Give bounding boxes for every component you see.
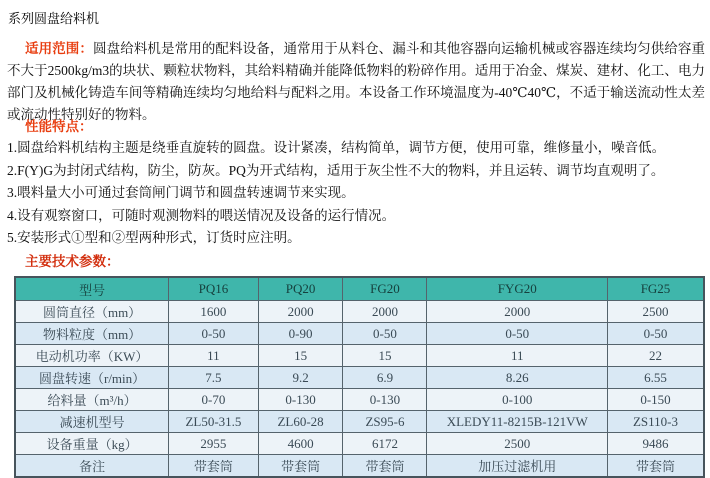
table-row xyxy=(15,367,704,389)
table-header-PQ20: PQ20 xyxy=(258,277,343,301)
table-cell: 7.5 xyxy=(169,367,259,389)
table-cell: 加压过滤机用 xyxy=(427,455,608,478)
table-cell: 0-50 xyxy=(427,323,608,345)
table-cell: 0-50 xyxy=(169,323,259,345)
table-cell: 2000 xyxy=(343,301,427,323)
features-heading: 性能特点： xyxy=(25,119,93,134)
table-cell: ZS110-3 xyxy=(608,411,705,433)
technical-parameters-table xyxy=(14,276,705,478)
table-cell: 2500 xyxy=(427,433,608,455)
row-label: 给料量（m³/h） xyxy=(15,389,169,411)
params-heading: 主要技术参数： xyxy=(25,254,120,269)
table-row xyxy=(15,455,704,478)
row-label: 设备重量（kg） xyxy=(15,433,169,455)
table-cell: 11 xyxy=(169,345,259,367)
table-row xyxy=(15,323,704,345)
row-label: 减速机型号 xyxy=(15,411,169,433)
table-header-row xyxy=(15,277,704,301)
table-row xyxy=(15,389,704,411)
table-cell: 0-50 xyxy=(343,323,427,345)
table-cell: 8.26 xyxy=(427,367,608,389)
row-label: 备注 xyxy=(15,455,169,478)
scope-paragraph xyxy=(7,38,705,126)
table-cell: 9.2 xyxy=(258,367,343,389)
row-label: 圆筒直径（mm） xyxy=(15,301,169,323)
scope-body-text: 圆盘给料机是常用的配料设备，通常用于从料仓、漏斗和其他容器向运输机械或容器连续均匀供给容重不大于2500kg/m3的块状、颗粒状物料，其给料精确并能降低物料的粉碎作用。适用于冶金、煤炭、建材、化工、电力部门及机械化铸造车间等精确连续均匀地给料与配料之用。本设备工作环境温度为-40℃40℃，不适于输送流动性太差或流动性特别好的物料。 xyxy=(7,41,706,122)
feature-item: 5.安装形式①型和②型两种形式，订货时应注明。 xyxy=(7,230,301,245)
table-cell: 0-130 xyxy=(258,389,343,411)
table-row xyxy=(15,433,704,455)
table-cell: ZS95-6 xyxy=(343,411,427,433)
table-cell: 带套筒 xyxy=(608,455,705,478)
table-cell: 6.9 xyxy=(343,367,427,389)
table-cell: 11 xyxy=(427,345,608,367)
table-header-model: 型号 xyxy=(15,277,169,301)
row-label: 物料粒度（mm） xyxy=(15,323,169,345)
table-header-PQ16: PQ16 xyxy=(169,277,259,301)
table-cell: 4600 xyxy=(258,433,343,455)
table-cell: 2000 xyxy=(258,301,343,323)
table-cell: 0-50 xyxy=(608,323,705,345)
table-cell: 0-150 xyxy=(608,389,705,411)
table-cell: 9486 xyxy=(608,433,705,455)
table-cell: 1600 xyxy=(169,301,259,323)
table-cell: 15 xyxy=(343,345,427,367)
feature-item: 4.设有观察窗口，可随时观测物料的喂送情况及设备的运行情况。 xyxy=(7,207,396,223)
feature-item: 2.F(Y)G为封闭式结构，防尘，防灰。PQ为开式结构，适用于灰尘性不大的物料，并且运转、调节均直观明了。 xyxy=(7,162,665,178)
table-cell: 带套筒 xyxy=(169,455,259,478)
table-cell: ZL50-31.5 xyxy=(169,411,259,433)
table-cell: 带套筒 xyxy=(343,455,427,478)
table-row xyxy=(15,345,704,367)
table-cell: 6172 xyxy=(343,433,427,455)
page-title: 系列圆盘给料机 xyxy=(8,11,100,26)
row-label: 电动机功率（KW） xyxy=(15,345,169,367)
table-cell: 15 xyxy=(258,345,343,367)
table-cell: 0-130 xyxy=(343,389,427,411)
features-list xyxy=(7,137,707,250)
table-header-FG20: FG20 xyxy=(343,277,427,301)
table-row xyxy=(15,411,704,433)
table-header-FYG20: FYG20 xyxy=(427,277,608,301)
feature-item: 1.圆盘给料机结构主题是绕垂直旋转的圆盘。设计紧凑，结构简单，调节方便，使用可靠，维修量小，噪音低。 xyxy=(7,140,666,155)
table-cell: 22 xyxy=(608,345,705,367)
row-label: 圆盘转速（r/min） xyxy=(15,367,169,389)
table-cell: 2955 xyxy=(169,433,259,455)
feature-item: 3.喂料量大小可通过套筒闸门调节和圆盘转速调节来实现。 xyxy=(7,185,355,200)
table-cell: 0-90 xyxy=(258,323,343,345)
table-header-FG25: FG25 xyxy=(608,277,705,301)
table-cell: 2000 xyxy=(427,301,608,323)
table-cell: 2500 xyxy=(608,301,705,323)
scope-heading: 适用范围： xyxy=(25,41,94,56)
table-cell: XLEDY11-8215B-121VW xyxy=(427,411,608,433)
table-body xyxy=(15,301,704,478)
table-cell: 0-70 xyxy=(169,389,259,411)
table-cell: 6.55 xyxy=(608,367,705,389)
table-row xyxy=(15,301,704,323)
table-cell: 带套筒 xyxy=(258,455,343,478)
table-cell: 0-100 xyxy=(427,389,608,411)
table-cell: ZL60-28 xyxy=(258,411,343,433)
